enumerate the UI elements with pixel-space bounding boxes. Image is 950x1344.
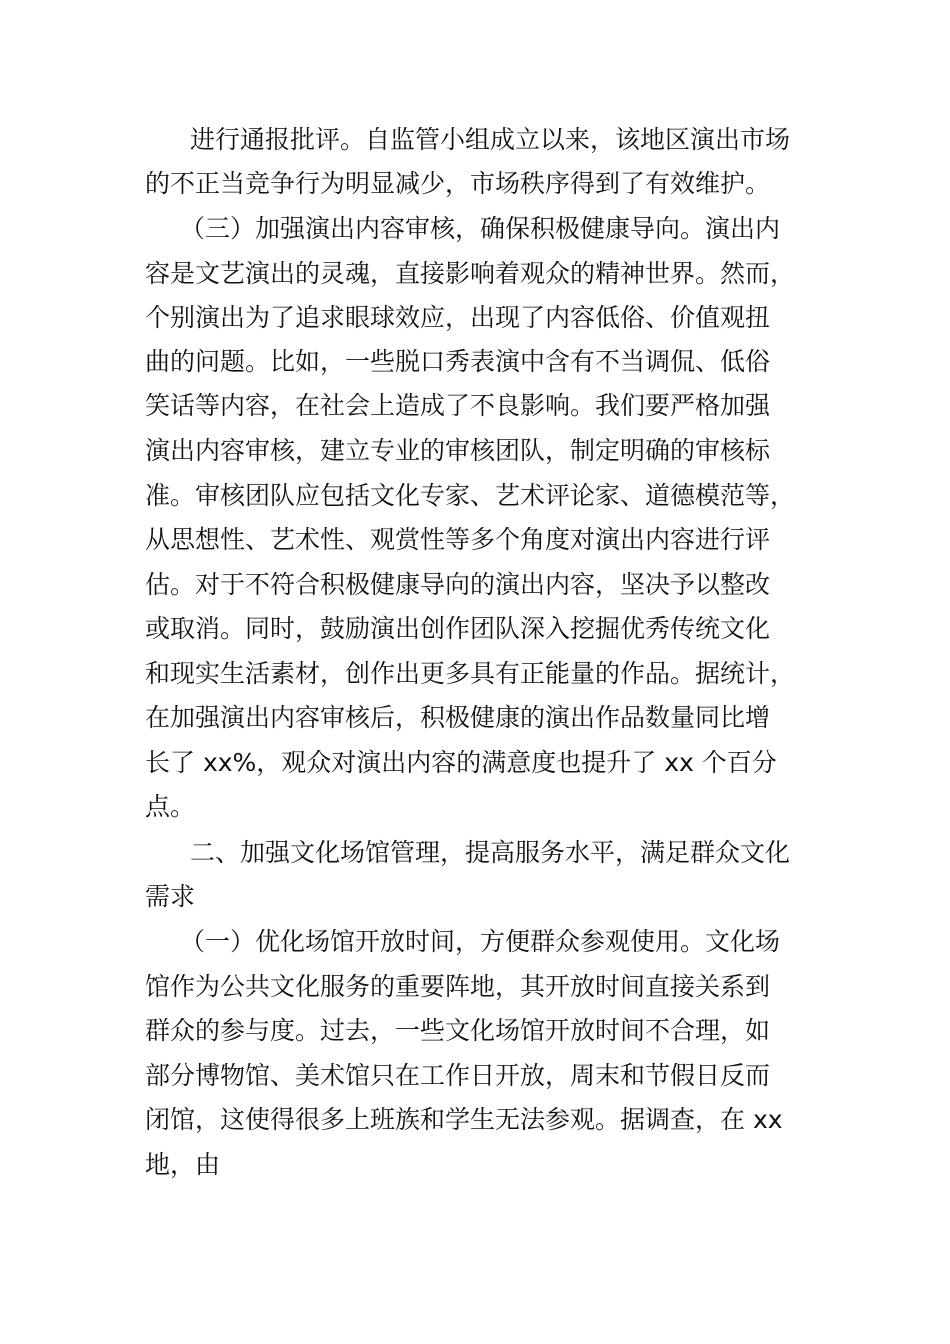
paragraph-line: 点。 xyxy=(145,792,196,821)
section-heading-line: （三）加强演出内容审核，确保积极健康导向。演出内 xyxy=(180,214,781,243)
paragraph-line: 群众的参与度。过去，一些文化场馆开放时间不合理，如 xyxy=(145,1016,771,1045)
paragraph-line: 演出内容审核，建立专业的审核团队，制定明确的审核标 xyxy=(145,436,771,465)
paragraph-line: 部分博物馆、美术馆只在工作日开放，周末和节假日反而 xyxy=(145,1061,771,1090)
section-heading-line: （一）优化场馆开放时间，方便群众参观使用。文化场 xyxy=(180,927,781,956)
section-heading-line: 二、加强文化场馆管理，提高服务水平，满足群众文化 xyxy=(190,838,791,867)
paragraph-line: 从思想性、艺术性、观赏性等多个角度对演出内容进行评 xyxy=(145,525,771,554)
paragraph-line: 曲的问题。比如，一些脱口秀表演中含有不当调侃、低俗 xyxy=(145,347,771,376)
paragraph-line: 准。审核团队应包括文化专家、艺术评论家、道德模范等， xyxy=(145,481,796,510)
paragraph-line: 馆作为公共文化服务的重要阵地，其开放时间直接关系到 xyxy=(145,972,771,1001)
paragraph-line: 的不正当竞争行为明显减少，市场秩序得到了有效维护。 xyxy=(145,169,771,198)
paragraph-line: 笑话等内容，在社会上造成了不良影响。我们要严格加强 xyxy=(145,391,771,420)
paragraph-line: 长了 xx%，观众对演出内容的满意度也提升了 xx 个百分 xyxy=(145,748,777,777)
section-heading-line: 需求 xyxy=(145,882,196,911)
paragraph-line: 进行通报批评。自监管小组成立以来，该地区演出市场 xyxy=(190,125,791,154)
paragraph-line: 估。对于不符合积极健康导向的演出内容，坚决予以整改 xyxy=(145,570,771,599)
paragraph-line: 容是文艺演出的灵魂，直接影响着观众的精神世界。然而， xyxy=(145,259,796,288)
paragraph-line: 闭馆，这使得很多上班族和学生无法参观。据调查，在 xx xyxy=(145,1105,783,1134)
paragraph-line: 地，由 xyxy=(145,1150,221,1179)
paragraph-line: 或取消。同时，鼓励演出创作团队深入挖掘优秀传统文化 xyxy=(145,614,771,643)
paragraph-line: 和现实生活素材，创作出更多具有正能量的作品。据统计， xyxy=(145,659,796,688)
paragraph-line: 在加强演出内容审核后，积极健康的演出作品数量同比增 xyxy=(145,703,771,732)
paragraph-line: 个别演出为了追求眼球效应，出现了内容低俗、价值观扭 xyxy=(145,303,771,332)
